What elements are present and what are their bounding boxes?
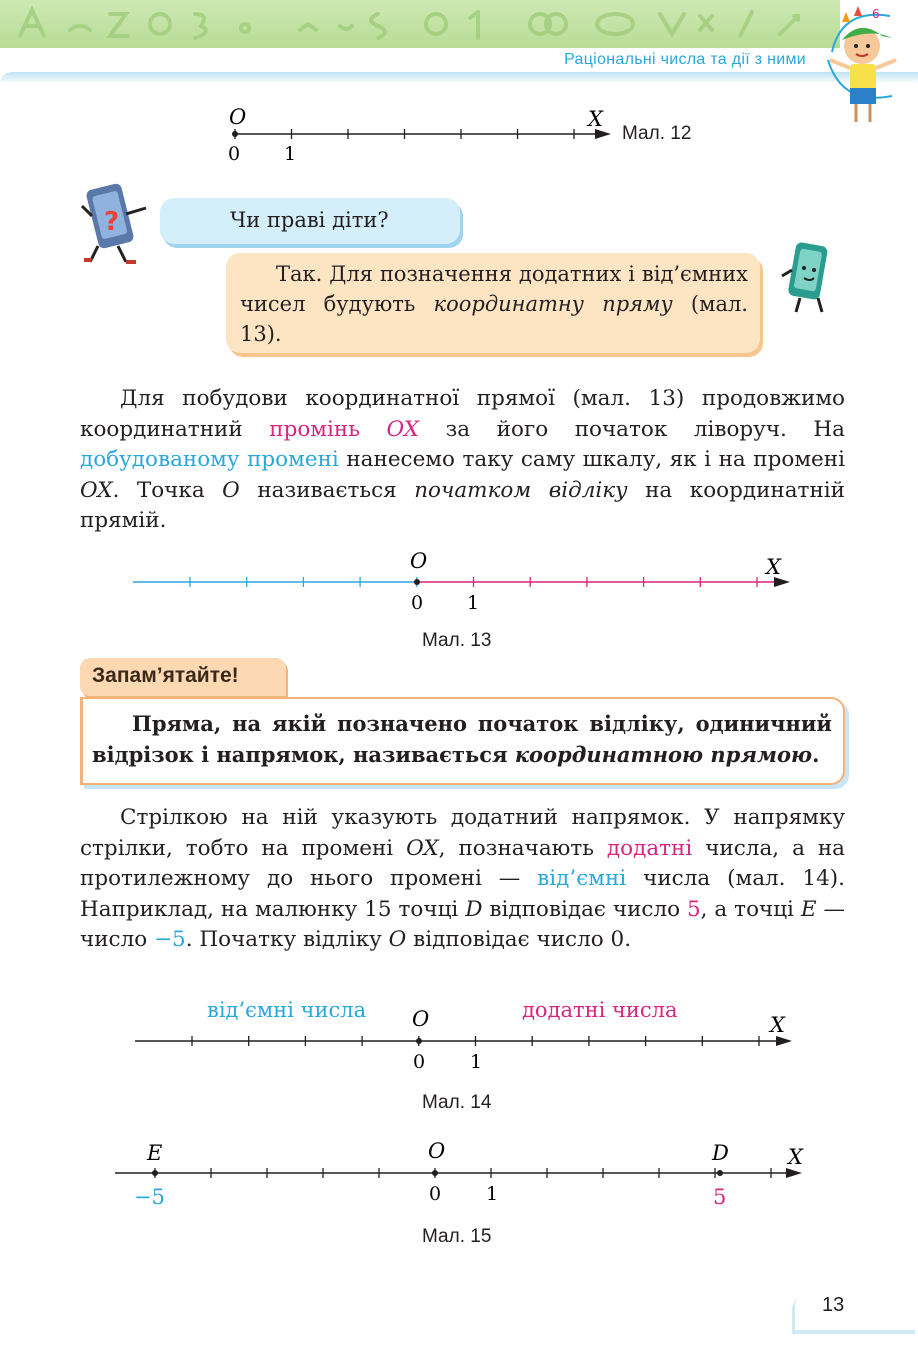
line-arrowhead (776, 1036, 792, 1046)
figure-13-caption: Мал. 13 (422, 630, 492, 651)
point-d-label: D (712, 1141, 729, 1165)
x-axis-label: X (788, 1145, 803, 1169)
remember-definition-text: Пряма, на якій позначено початок відліку, одиничний відрізок і напрямок, називається координатною прямою. (92, 711, 832, 767)
point-e-label: E (147, 1141, 163, 1165)
figure-13-coordinate-line (130, 548, 810, 620)
question-text: Чи праві діти? (230, 208, 389, 232)
running-title: Раціональні числа та дії з ними (564, 51, 806, 68)
figure-15-caption: Мал. 15 (422, 1226, 492, 1247)
origin-point (416, 1038, 422, 1044)
page-number: 13 (822, 1294, 845, 1316)
phone-character-question-illustration (78, 180, 158, 270)
origin-label: O (412, 1007, 430, 1031)
remember-label: Запам’ятайте! (92, 664, 239, 687)
header-band (0, 0, 840, 48)
x-axis-label: X (588, 107, 603, 131)
origin-label: O (229, 105, 247, 129)
tick-label-1: 1 (284, 143, 297, 165)
positive-numbers-label: додатні числа (522, 998, 678, 1022)
origin-label: O (410, 549, 428, 573)
tick-label-0: 0 (429, 1183, 442, 1205)
point-e-value: −5 (134, 1185, 165, 1209)
header-math-doodles (0, 0, 840, 48)
negative-numbers-label: від’ємні числа (207, 998, 367, 1022)
tick-label-1: 1 (470, 1051, 483, 1073)
tick-label-1: 1 (467, 592, 480, 614)
line-arrowhead (786, 1168, 802, 1178)
tick-label-0: 0 (228, 143, 241, 165)
point-e (152, 1170, 158, 1176)
figure-14-coordinate-line (130, 992, 810, 1074)
tick-label-0: 0 (411, 592, 424, 614)
point-o-label: O (428, 1139, 446, 1163)
header-divider (0, 72, 918, 84)
corner-number: 6 (872, 7, 880, 21)
phone-character-answer-illustration (780, 240, 840, 320)
tick-label-1: 1 (486, 1183, 499, 1205)
answer-text: Так. Для позначення додатних і від’ємних чисел будують координатну пряму (мал. 13). (240, 262, 748, 346)
figure-14-caption: Мал. 14 (422, 1092, 492, 1113)
x-axis-label: X (766, 555, 781, 579)
origin-point (414, 579, 420, 585)
figure-12-coordinate-ray (225, 100, 625, 170)
tick-label-0: 0 (413, 1051, 426, 1073)
figure-15-coordinate-line (110, 1136, 820, 1216)
figure-12-caption: Мал. 12 (622, 123, 692, 144)
point-d (717, 1170, 723, 1176)
origin-point (232, 131, 238, 137)
x-axis-label: X (770, 1013, 785, 1037)
paragraph-coordinate-line: Для побудови координатної прямої (мал. 13) продовжимо координатний промінь OX за його початок ліворуч. На добудованому промені нанесемо таку саму шкалу, як і на промені OX. Точка O називається початком відліку на координатній прямій. (80, 386, 845, 533)
point-o (432, 1170, 438, 1176)
boy-mascot-illustration (818, 2, 918, 128)
paragraph-positive-negative: Стрілкою на ній указують додатний напрямок. У напрямку стрілки, тобто на промені OX, позначають додатні числа, а на протилежному до нього промені — від’ємні числа (мал. 14). Наприклад, на малюнку 15 точці D відповідає число 5, а точці E — число −5. Початку відліку O відповідає число 0. (80, 805, 845, 952)
svg-text:?: ? (104, 207, 120, 237)
point-d-value: 5 (713, 1185, 727, 1209)
page-number-tab (795, 1290, 918, 1330)
